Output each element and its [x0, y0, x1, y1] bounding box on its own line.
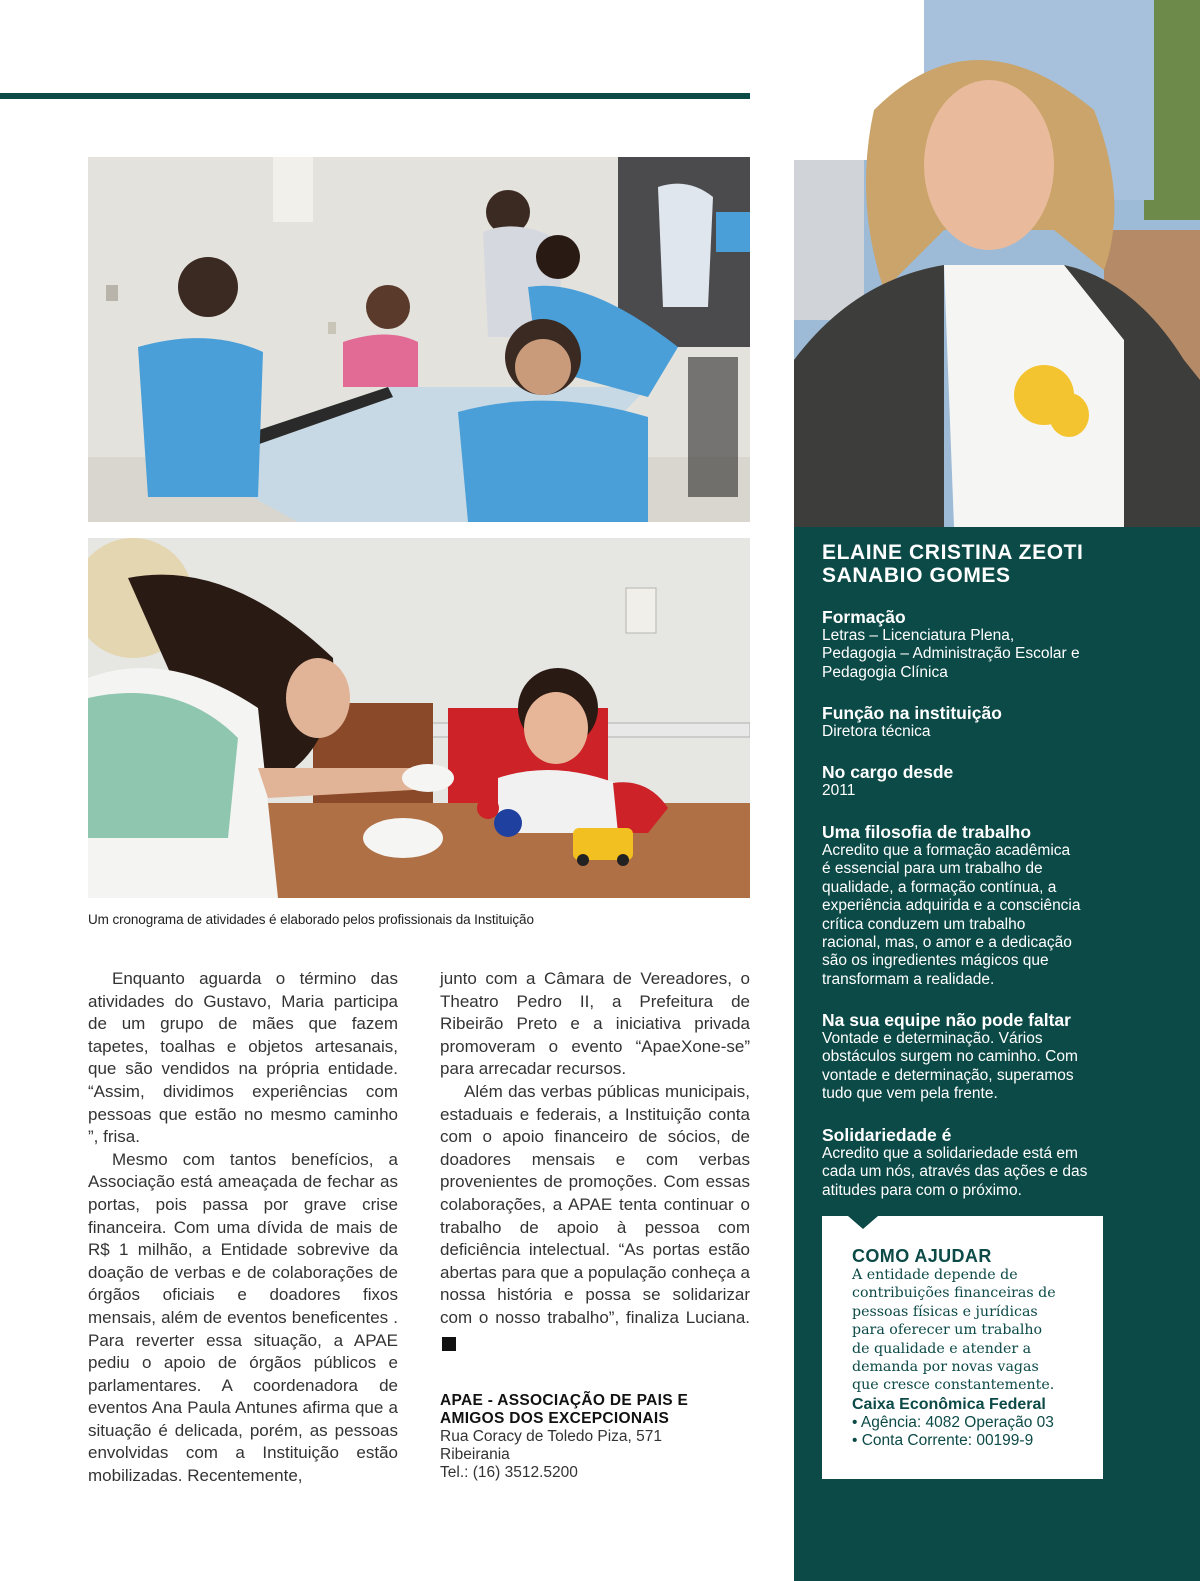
notch-icon: [848, 1216, 878, 1229]
section-line: obstáculos surgem no caminho. Com: [822, 1048, 1078, 1066]
profile-section-formacao: [822, 607, 1182, 682]
article-paragraph: Mesmo com tantos benefícios, a Associação está ameaçada de fechar as portas, pois passa por grave crise financeira. Com uma dívida de mais de R$ 1 milhão, a Entidade sobrevive da doação de verbas e de colaborações de órgãos oficiais e doadores fixos mensais, além de eventos beneficentes . Para reverter essa situação, a APAE pediu o apoio de órgãos públicos e parlamentares. A coordenadora de eventos Ana Paula Antunes afirma que a situação é delicada, porém, as pessoas envolvidas com a Instituição estão mobilizadas. Recentemente,: [88, 1149, 398, 1486]
section-line: atitudes para com o próximo.: [822, 1181, 1022, 1199]
section-line: Letras – Licenciatura Plena,: [822, 627, 1015, 644]
photo-therapist-with-child: [88, 538, 750, 898]
section-line: Diretora técnica: [822, 723, 931, 740]
help-line: de qualidade e atender a: [852, 1340, 1032, 1357]
section-title: Formação: [822, 607, 906, 627]
section-line: vontade e determinação, superamos: [822, 1066, 1074, 1084]
article-paragraph: Enquanto aguarda o término das atividades do Gustavo, Maria participa de um grupo de mães que fazem tapetes, toalhas e objetos artesanais, que são vendidos na própria entidade. “Assim, dividimos experiências com pessoas que estão no mesmo caminho ”, frisa.: [88, 969, 398, 1147]
section-title: No cargo desde: [822, 762, 954, 782]
photo-portrait-director: [794, 0, 1200, 527]
address-phone: Tel.: (16) 3512.5200: [440, 1464, 578, 1481]
section-line: Pedagogia Clínica: [822, 663, 948, 681]
profile-sidebar: [794, 527, 1200, 1581]
how-to-help-box: [822, 1216, 1103, 1479]
profile-section-equipe: [822, 1010, 1182, 1104]
section-line: tudo que vem pela frente.: [822, 1085, 998, 1103]
section-line: Acredito que a formação acadêmica: [822, 842, 1071, 859]
profile-section-funcao: [822, 703, 1182, 741]
profile-section-filosofia: [822, 822, 1182, 989]
help-line: para oferecer um trabalho: [852, 1322, 1043, 1339]
section-line: qualidade, a formação contínua, a: [822, 878, 1057, 896]
address-title: AMIGOS DOS EXCEPCIONAIS: [440, 1410, 670, 1427]
section-line: experiência adquirida e a consciência: [822, 897, 1081, 915]
bank-account: • Conta Corrente: 00199-9: [852, 1432, 1034, 1450]
help-line: A entidade depende de: [852, 1267, 1018, 1283]
profile-name: [822, 541, 1182, 587]
profile-section-cargo: [822, 762, 1182, 800]
bank-agency: • Agência: 4082 Operação 03: [852, 1413, 1054, 1431]
profile-section-solidariedade: [822, 1125, 1182, 1200]
section-title: Solidariedade é: [822, 1125, 952, 1145]
address-block: [440, 1392, 750, 1482]
address-title: APAE - ASSOCIAÇÃO DE PAIS E: [440, 1392, 689, 1409]
help-line: pessoas físicas e jurídicas: [852, 1303, 1038, 1320]
bank-name: Caixa Econômica Federal: [852, 1395, 1046, 1413]
article-text: Além das verbas públicas municipais, estaduais e federais, a Instituição conta com o apoio financeiro de sócios, de doadores mensais e com verbas provenientes de promoções. Com essas colaborações, a APAE tenta continuar o trabalho de apoio à pessoa com deficiência intelectual. “As portas estão abertas para que a população conheça a nossa história e possa se solidarizar com o nosso trabalho”, finaliza Luciana.: [440, 1081, 750, 1327]
help-title: COMO AJUDAR: [852, 1246, 992, 1266]
profile-name-line: ELAINE CRISTINA ZEOTI: [822, 541, 1084, 564]
profile-name-line: SANABIO GOMES: [822, 564, 1011, 587]
section-line: crítica conduzem um trabalho: [822, 915, 1026, 933]
section-line: são os ingredientes mágicos que: [822, 952, 1049, 970]
section-title: Uma filosofia de trabalho: [822, 822, 1032, 842]
help-line: demanda por novas vagas: [852, 1359, 1039, 1376]
section-line: Vontade e determinação. Vários: [822, 1030, 1043, 1047]
article-column-2: [440, 968, 750, 1352]
article-paragraph: [440, 1081, 750, 1352]
address-district: Ribeirania: [440, 1446, 510, 1463]
help-line: que cresce constantemente.: [852, 1377, 1055, 1394]
help-line: contribuições financeiras de: [852, 1285, 1056, 1302]
photo-caption: Um cronograma de atividades é elaborado pelos profissionais da Instituição: [88, 912, 534, 927]
header-rule: [0, 93, 750, 99]
section-line: transformam a realidade.: [822, 970, 995, 988]
section-line: racional, mas, o amor e a dedicação: [822, 934, 1072, 952]
end-mark-icon: r: [442, 1337, 456, 1351]
section-line: Acredito que a solidariedade está em: [822, 1145, 1078, 1162]
section-line: é essencial para um trabalho de: [822, 860, 1043, 878]
section-line: 2011: [822, 782, 856, 799]
article-column-1: [88, 968, 398, 1488]
section-line: Pedagogia – Administração Escolar e: [822, 645, 1080, 663]
photo-children-at-tables: [88, 157, 750, 522]
section-line: cada um nós, através das ações e das: [822, 1163, 1088, 1181]
address-street: Rua Coracy de Toledo Piza, 571: [440, 1428, 663, 1445]
section-title: Na sua equipe não pode faltar: [822, 1010, 1071, 1030]
section-title: Função na instituição: [822, 703, 1002, 723]
article-text: junto com a Câmara de Vereadores, o Theatro Pedro II, a Prefeitura de Ribeirão Preto e a iniciativa privada promoveram o evento “ApaeXone-se” para arrecadar recursos.: [440, 969, 750, 1079]
article-paragraph: [440, 968, 750, 1081]
